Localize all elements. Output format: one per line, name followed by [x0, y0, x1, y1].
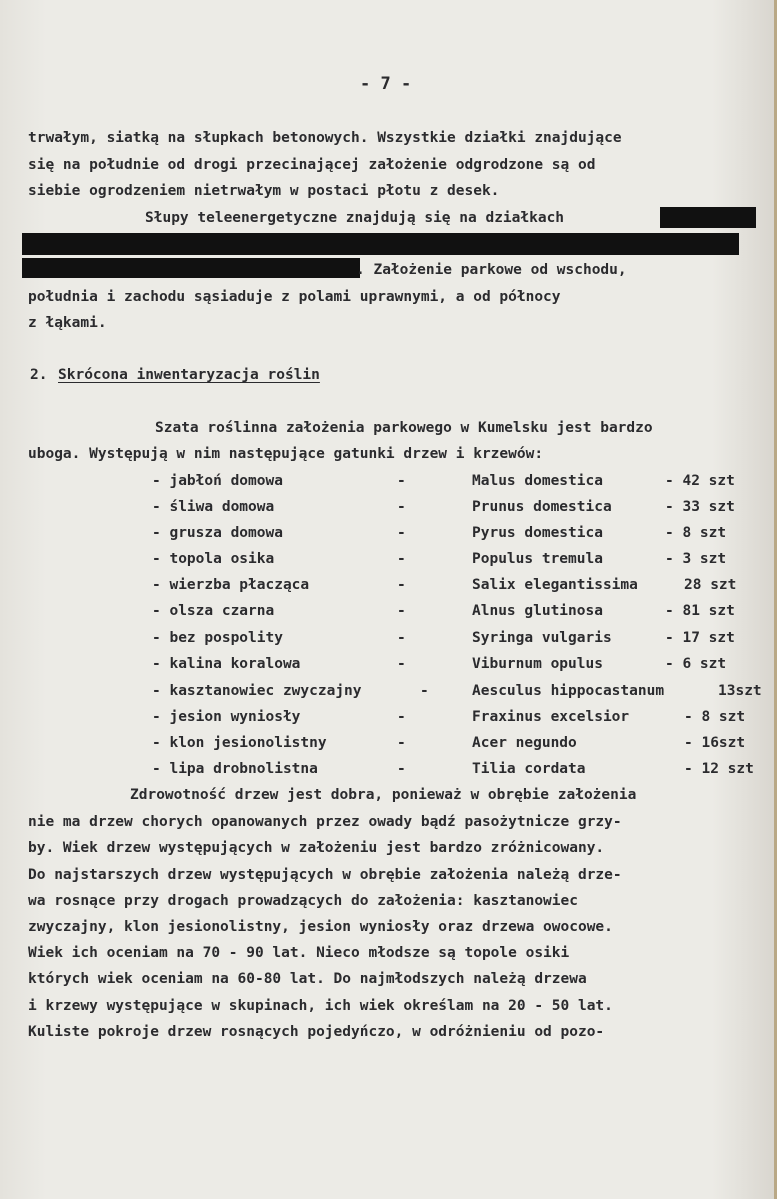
text-line: się na południe od drogi przecinającej założenie odgrodzone są od [28, 157, 596, 173]
plant-count: - 17 szt [665, 630, 735, 646]
text-line: . Założenie parkowe od wschodu, [356, 262, 627, 278]
plant-latin-name: Salix elegantissima [472, 577, 638, 593]
plant-count: - 81 szt [665, 603, 735, 619]
text-line: Słupy teleenergetyczne znajdują się na działkach [145, 210, 565, 226]
text-line: by. Wiek drzew występujących w założeniu jest bardzo zróżnicowany. [28, 840, 605, 856]
text-line: których wiek oceniam na 60-80 lat. Do najmłodszych należą drzewa [28, 971, 587, 987]
plant-name: - grusza domowa [152, 525, 283, 541]
plant-name: - kasztanowiec zwyczajny [152, 683, 362, 699]
plant-count: - 3 szt [665, 551, 727, 567]
plant-separator: - [397, 656, 406, 672]
plant-name: - lipa drobnolistna [152, 761, 318, 777]
plant-separator: - [397, 577, 406, 593]
plant-count: - 42 szt [665, 473, 735, 489]
text-line: uboga. Występują w nim następujące gatunki drzew i krzewów: [28, 446, 544, 462]
redaction-bar [660, 207, 756, 228]
redaction-bar [22, 233, 739, 255]
plant-latin-name: Pyrus domestica [472, 525, 603, 541]
text-line: Kuliste pokroje drzew rosnących pojedyńczo, w odróżnieniu od pozo- [28, 1024, 605, 1040]
plant-separator: - [397, 630, 406, 646]
text-line: południa i zachodu sąsiaduje z polami uprawnymi, a od północy [28, 289, 561, 305]
text-line: Wiek ich oceniam na 70 - 90 lat. Nieco młodsze są topole osiki [28, 945, 570, 961]
plant-latin-name: Prunus domestica [472, 499, 612, 515]
plant-name: - kalina koralowa [152, 656, 301, 672]
plant-count: - 8 szt [684, 709, 746, 725]
plant-separator: - [397, 603, 406, 619]
plant-separator: - [397, 551, 406, 567]
plant-latin-name: Alnus glutinosa [472, 603, 603, 619]
plant-count: - 33 szt [665, 499, 735, 515]
text-line: zwyczajny, klon jesionolistny, jesion wyniosły oraz drzewa owocowe. [28, 919, 613, 935]
plant-count: - 16szt [684, 735, 746, 751]
plant-latin-name: Acer negundo [472, 735, 577, 751]
plant-count: 28 szt [684, 577, 737, 593]
text-line: Do najstarszych drzew występujących w obrębie założenia należą drze- [28, 867, 622, 883]
text-line: i krzewy występujące w skupinach, ich wiek określam na 20 - 50 lat. [28, 998, 613, 1014]
text-line: siebie ogrodzeniem nietrwałym w postaci płotu z desek. [28, 183, 500, 199]
plant-latin-name: Fraxinus excelsior [472, 709, 630, 725]
plant-separator: - [397, 473, 406, 489]
page-number: - 7 - [360, 74, 412, 94]
plant-latin-name: Tilia cordata [472, 761, 586, 777]
plant-separator: - [397, 735, 406, 751]
text-line: z łąkami. [28, 315, 107, 331]
plant-latin-name: Malus domestica [472, 473, 603, 489]
plant-latin-name: Syringa vulgaris [472, 630, 612, 646]
plant-separator: - [397, 499, 406, 515]
plant-latin-name: Populus tremula [472, 551, 603, 567]
plant-count: - 8 szt [665, 525, 727, 541]
plant-separator: - [397, 525, 406, 541]
plant-latin-name: Viburnum opulus [472, 656, 603, 672]
plant-name: - bez pospolity [152, 630, 283, 646]
plant-name: - śliwa domowa [152, 499, 275, 515]
text-line: nie ma drzew chorych opanowanych przez owady bądź pasożytnicze grzy- [28, 814, 622, 830]
section-number: 2. [30, 367, 48, 383]
plant-count: - 6 szt [665, 656, 727, 672]
plant-name: - jesion wyniosły [152, 709, 301, 725]
plant-separator: - [397, 761, 406, 777]
plant-name: - topola osika [152, 551, 275, 567]
text-line: Zdrowotność drzew jest dobra, ponieważ w obrębie założenia [130, 787, 637, 803]
plant-count: - 12 szt [684, 761, 754, 777]
plant-name: - jabłoń domowa [152, 473, 283, 489]
plant-name: - wierzba płacząca [152, 577, 310, 593]
plant-latin-name: Aesculus hippocastanum [472, 683, 665, 699]
text-line: Szata roślinna założenia parkowego w Kumelsku jest bardzo [155, 420, 653, 436]
plant-separator: - [420, 683, 429, 699]
text-line: wa rosnące przy drogach prowadzących do założenia: kasztanowiec [28, 893, 578, 909]
plant-count: 13szt [718, 683, 762, 699]
plant-name: - olsza czarna [152, 603, 275, 619]
plant-name: - klon jesionolistny [152, 735, 327, 751]
text-line: trwałym, siatką na słupkach betonowych. Wszystkie działki znajdujące [28, 130, 622, 146]
redaction-bar [22, 258, 360, 278]
plant-separator: - [397, 709, 406, 725]
section-title: Skrócona inwentaryzacja roślin [58, 367, 320, 383]
